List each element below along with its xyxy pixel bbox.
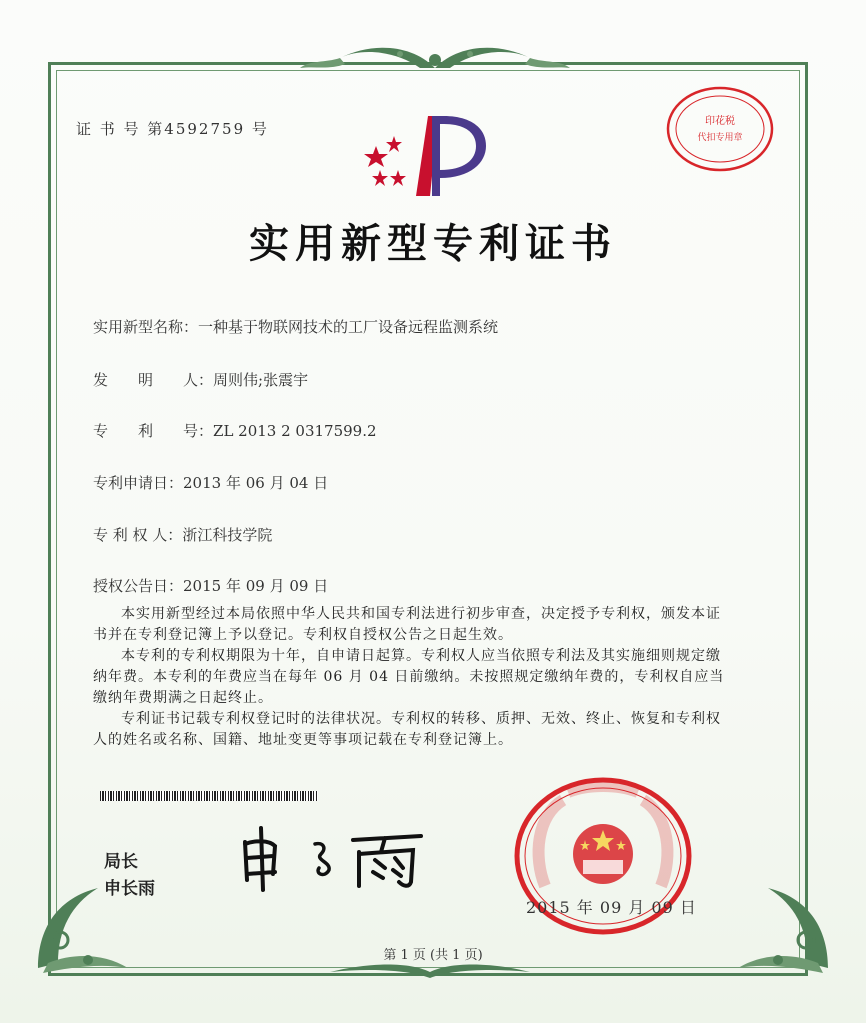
seal-date: 2015 年 09 月 09 日: [526, 898, 697, 917]
field-label: 实用新型名称：: [93, 318, 199, 336]
field-patent-number: [93, 420, 377, 441]
field-patentee: [93, 524, 272, 545]
patent-office-logo: [358, 108, 490, 200]
field-label: 专 利 号：: [93, 422, 214, 440]
field-label: 专 利 权 人：: [93, 526, 183, 544]
bottom-center-ornament: [330, 960, 530, 982]
top-ornament: [300, 38, 570, 78]
tax-stamp: [664, 84, 776, 174]
barcode: [100, 791, 318, 801]
field-utility-model-name: [93, 316, 498, 337]
field-value: ZL 2013 2 0317599.2: [213, 422, 377, 440]
page-indicator: 第 1 页 (共 1 页): [383, 948, 483, 963]
svg-text:印花税: 印花税: [705, 116, 735, 127]
body-paragraph: 本专利的专利权期限为十年，自申请日起算。专利权人应当依照专利法及其实施细则规定缴纳年费。本专利的年费应当在每年 06 月 04 日前缴纳。未按照规定缴纳年费的，专利权自应当缴纳年费期满之日起终止。: [93, 648, 725, 706]
svg-text:代扣专用章: 代扣专用章: [697, 133, 743, 143]
director-title: 局长: [104, 852, 138, 872]
body-paragraph: 本实用新型经过本局依照中华人民共和国专利法进行初步审查，决定授予专利权，颁发本证书并在专利登记簿上予以登记。专利权自授权公告之日起生效。: [93, 606, 721, 643]
body-paragraph: 专利证书记载专利权登记时的法律状况。专利权的转移、质押、无效、终止、恢复和专利权人的姓名或名称、国籍、地址变更等事项记载在专利登记簿上。: [93, 711, 721, 748]
director-name: 申长雨: [104, 879, 155, 899]
field-label: 专利申请日：: [93, 474, 184, 492]
field-label: 授权公告日：: [93, 577, 184, 595]
director-signature: [235, 822, 435, 892]
field-value: 2015 年 09 月 09 日: [183, 577, 329, 595]
field-grant-date: [93, 575, 328, 596]
field-inventor: [93, 369, 308, 390]
field-label: 发 明 人：: [93, 371, 214, 389]
certificate-body: [93, 604, 729, 751]
certificate-number: 证 书 号 第4592759 号: [76, 120, 269, 138]
certificate-title: 实用新型专利证书: [249, 220, 617, 267]
field-value: 周则伟;张震宇: [213, 371, 309, 389]
field-value: 浙江科技学院: [182, 526, 273, 544]
field-application-date: [93, 472, 328, 493]
field-value: 一种基于物联网技术的工厂设备远程监测系统: [198, 318, 499, 336]
field-value: 2013 年 06 月 04 日: [183, 474, 329, 492]
